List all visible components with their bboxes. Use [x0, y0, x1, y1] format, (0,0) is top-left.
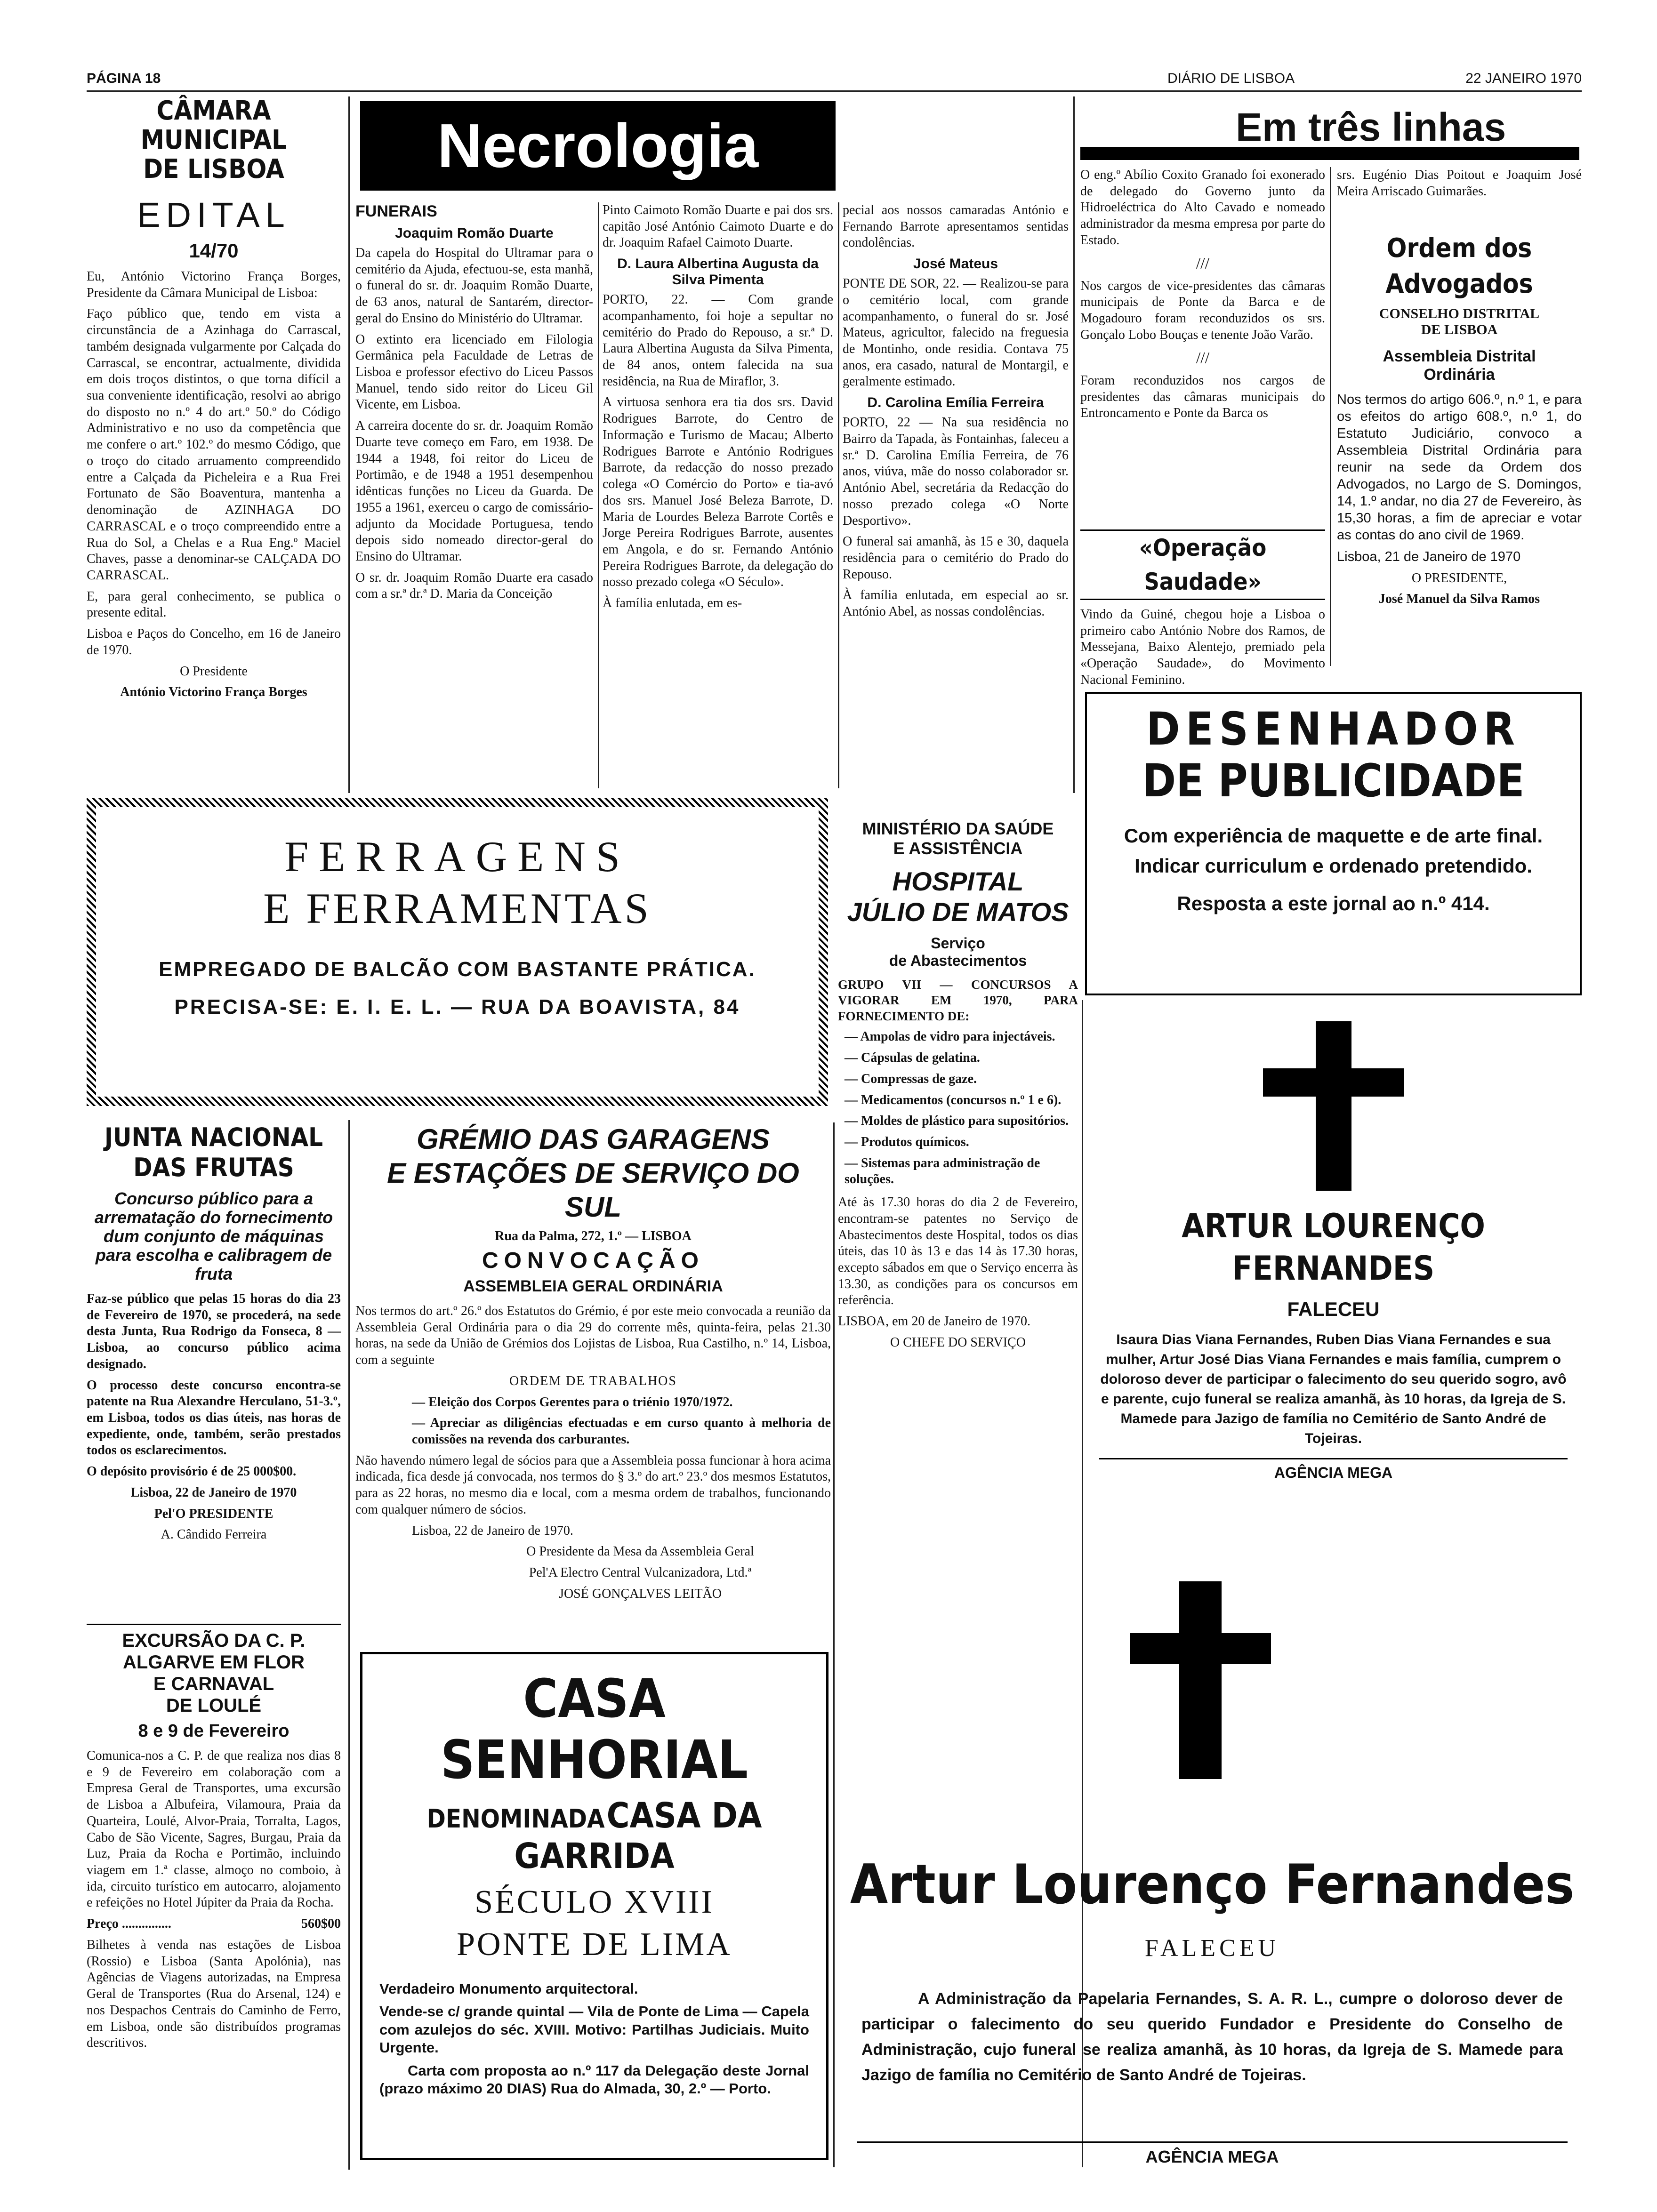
artur-text: Isaura Dias Viana Fernandes, Ruben Dias Viana Fernandes e sua mulher, Artur José Dias Viana Fernandes e mais família, cumprem o doloroso dever de participar o falecimento do seu querido sogro, avô e parente, cujo funeral se realiza amanhã, às 10 horas, da Igreja de S. Mamede para Jazigo de família no Cemitério de Santo André de Tojeiras. [1100, 1332, 1567, 1446]
gremio-title: GRÉMIO DAS GARAGENS [416, 1123, 770, 1155]
camara-sig-title: O Presidente [180, 664, 248, 679]
column-rule [348, 96, 350, 793]
cross-icon [1179, 1581, 1222, 1779]
desenhador-ad [1085, 692, 1582, 995]
camara-edital [87, 96, 341, 788]
ministerio-sub: de Abastecimentos [889, 952, 1027, 969]
advogados-title: Ordem dos Advogados [1385, 233, 1533, 299]
ministerio-item: — Ampolas de vidro para injectáveis. [845, 1029, 1055, 1044]
ferragens-line: EMPREGADO DE BALCÃO COM BASTANTE PRÁTICA. [159, 958, 756, 981]
junta-frutas [87, 1122, 341, 1612]
ministerio-item: — Sistemas para administração de soluções. [845, 1155, 1040, 1187]
cross-icon [1316, 1021, 1351, 1191]
ordem-advogados [1337, 231, 1582, 666]
obituary-name: José Mateus [913, 256, 998, 272]
junta-subtitle: Concurso público para a arrematação do fornecimento dum conjunto de máquinas para escolha e calibragem de fruta [94, 1189, 333, 1283]
camara-sig-name: António Victorino França Borges [120, 685, 307, 700]
gremio-para: Não havendo número legal de sócios para que a Assembleia possa funcionar à hora acima indicada, fica desde já convocada, nos termos do § 3.º do art.º 23.º dos mesmos Estatutos, para as 22 horas, no mesmo dia e local, com a mesma ordem de trabalhos, funcionando com qualquer número de sócios. [355, 1453, 831, 1517]
ferragens-title: FERRAGENS [284, 833, 630, 881]
necrologia-banner [360, 101, 836, 191]
casa-name: CASA DA GARRIDA [514, 1795, 762, 1876]
junta-para: Faz-se público que pelas 15 horas do dia 23 de Fevereiro de 1970, se procederá, na sede desta Junta, Rua Rodrigo da Fonseca, 8 — Lisboa, ao concurso público acima designado. [87, 1291, 341, 1371]
casa-seculo: SÉCULO XVIII [475, 1884, 714, 1920]
ministerio-para: Até às 17.30 horas do dia 2 de Fevereiro, encontram-se patentes no Serviço de Abastecimentos deste Hospital, todos os dias úteis, das 10 às 13 e das 14 às 17.30 horas, excepto sábados em que o Serviço encerra às 13.30, as condições para os concursos em referência. [838, 1195, 1078, 1308]
camara-title: CÂMARA MUNICIPAL [140, 96, 287, 155]
junta-sig: Pel'O PRESIDENTE [154, 1506, 273, 1521]
casa-para: Vende-se c/ grande quintal — Vila de Ponte de Lima — Capela com azulejos do séc. XVIII. Motivo: Partilhas Judiciais. Muito Urgente. [379, 2003, 809, 2056]
header-rule [87, 90, 1582, 92]
gremio-para: Nos termos do art.º 26.º dos Estatutos do Grémio, é por este meio convocada a reunião da Assembleia Geral Ordinária para o dia 29 do corrente mês, quinta-feira, pelas 21.30 horas, na sede da União de Grémios dos Lojistas de Lisboa, Rua Castilho, n.º 14, Lisboa, com a seguinte [355, 1304, 831, 1368]
brief-separator: /// [1196, 349, 1210, 367]
obituary-para: O extinto era licenciado em Filologia Germânica pela Faculdade de Letras de Lisboa e professor efectivo do Liceu Passos Manuel, tendo sido reitor do Liceu Gil Vicente, em Lisboa. [355, 332, 593, 412]
tres-linhas-col-1 [1080, 167, 1325, 525]
necrologia-col-3 [843, 202, 1069, 788]
excursao-date: 8 e 9 de Fevereiro [138, 1721, 290, 1741]
ministerio-item: — Moldes de plástico para supositórios. [845, 1114, 1069, 1129]
advogados-sub: DE LISBOA [1421, 322, 1498, 337]
junta-title: JUNTA NACIONAL [104, 1122, 323, 1152]
brief-para: O eng.º Abílio Coxito Granado foi exonerado de delegado do Governo junto da Hidroeléctrica do Alto Cavado e nomeado administrador da mesma empresa por parte do Estado. [1080, 168, 1325, 248]
excursao-title: DE LOULÉ [166, 1695, 262, 1716]
brief-separator: /// [1196, 254, 1210, 272]
obituary-para: Da capela do Hospital do Ultramar para o cemitério da Ajuda, efectuou-se, esta manhã, o funeral do sr. dr. Joaquim Romão Duarte, de 63 anos, natural de Santarém, director-geral do Ensino do Ministério do Ultramar. [355, 246, 593, 326]
artur-content [1085, 1205, 1582, 1481]
ministerio-sub: Serviço [931, 935, 985, 952]
brief-para: Nos cargos de vice-presidentes das câmaras municipais de Ponte da Barca e de Mogadouro foram reconduzidos os srs. Gonçalo Lobo Bouças e tenente João Varão. [1080, 278, 1325, 342]
brief-para: srs. Eugénio Dias Poitout e Joaquim José Meira Arriscado Guimarães. [1337, 168, 1582, 199]
agency-label: AGÊNCIA MEGA [1145, 2147, 1279, 2166]
casa-local: PONTE DE LIMA [457, 1926, 732, 1963]
ferragens-line: PRECISA-SE: E. I. E. L. — RUA DA BOAVISTA, 84 [174, 995, 740, 1018]
gremio-date: Lisboa, 22 de Janeiro de 1970. [412, 1523, 573, 1538]
page-number: PÁGINA 18 [87, 71, 161, 86]
ministerio-item: — Compressas de gaze. [845, 1071, 977, 1086]
tres-linhas-col-2 [1337, 167, 1582, 224]
ministerio-item: — Medicamentos (concursos n.º 1 e 6). [845, 1092, 1062, 1107]
gremio-sig: Pel'A Electro Central Vulcanizadora, Ltd.ª [529, 1565, 752, 1580]
gremio-assembleia: ASSEMBLEIA GERAL ORDINÁRIA [463, 1277, 723, 1295]
obituary-para: A virtuosa senhora era tia dos srs. David Rodrigues Barrote, do Centro de Informação e Turismo de Macau; Alberto Rodrigues Barrote e António Rodrigues Barrote, da redacção do nosso prezado colega «O Comércio do Porto» e tia-avó dos srs. Manuel José Beleza Barrote, D. Maria de Lourdes Beleza Barrote Cortês e Jorge Pereira Rodrigues Barrote, ausentes em Angola, e do sr. Fernando António Pereira Rodrigues Barrote, da delegação do nosso prezado colega «O Século». [603, 395, 833, 590]
casa-senhorial-ad [360, 1652, 828, 2160]
operacao-saudade [1080, 529, 1325, 687]
column-rule [598, 202, 599, 788]
necrologia-title: Necrologia [437, 111, 759, 180]
advogados-para: Nos termos do artigo 606.º, n.º 1, e para os efeitos do artigo 608.º, n.º 1, do Estatuto Judiciário, convoco a Assembleia Distrital Ordinária para reunir na sede da Ordem dos Advogados, no Largo de S. Domingos, 14, 1.º andar, no dia 27 de Fevereiro, às 15,30 horas, a fim de apreciar e votar as contas do ano civil de 1969. [1337, 392, 1582, 543]
funerais-heading: FUNERAIS [355, 202, 437, 220]
ministerio-sig: O CHEFE DO SERVIÇO [890, 1335, 1026, 1350]
issue-date: 22 JANEIRO 1970 [1465, 71, 1582, 86]
newspaper-name: DIÁRIO DE LISBOA [1167, 71, 1295, 86]
advogados-sig-name: José Manuel da Silva Ramos [1378, 592, 1540, 607]
cross-arm [1263, 1068, 1404, 1097]
junta-date: Lisboa, 22 de Janeiro de 1970 [130, 1485, 297, 1500]
column-rule [348, 1120, 350, 2170]
desenhador-response: Resposta a este jornal ao n.º 414. [1177, 892, 1490, 914]
obituary-name: Joaquim Romão Duarte [395, 225, 554, 241]
advogados-sub: Ordinária [1424, 366, 1495, 384]
ministerio-item: — Produtos químicos. [845, 1135, 969, 1149]
excursao-title: EXCURSÃO DA C. P. [122, 1630, 306, 1651]
necrologia-col-2 [603, 202, 833, 788]
excursao-title: E CARNAVAL [153, 1674, 274, 1694]
camara-para-2: Faço público que, tendo em vista a circunstância de a Azinhaga do Carrascal, também designada vulgarmente por Calçada do Carrascal, se encontrar, actualmente, dividida em dois troços distintos, o que torna difícil a sua conveniente identificação, resolvi ao abrigo do disposto no n.º 4 do art.º 50.º do Código Administrativo e no uso da competência que me confere o art.º 102.º do mesmo Código, que o troço do citado arruamento compreendido entre a Calçada da Picheleira e a Rua Frei Fortunato de São Boaventura, mantenha a denominação de AZINHAGA DO CARRASCAL e o troço compreendido entre a Rua do Sol, a Chelas e a Rua Eng.º Maciel Chaves, passe a denominar-se CALÇADA DO CARRASCAL. [87, 306, 341, 583]
faleceu-label: FALECEU [1287, 1298, 1380, 1320]
gremio-title: E ESTAÇÕES DE SERVIÇO DO SUL [387, 1157, 799, 1223]
column-rule [1073, 96, 1075, 793]
hospital-title: JÚLIO DE MATOS [847, 897, 1069, 927]
gremio-convocacao-heading: CONVOCAÇÃO [482, 1248, 704, 1273]
price-label: Preço ............... [87, 1916, 171, 1931]
column-rule [833, 1122, 835, 2167]
desenhador-title: DESENHADOR [1146, 703, 1520, 755]
excursao-title: ALGARVE EM FLOR [123, 1652, 305, 1673]
casa-para: Carta com proposta ao n.º 117 da Delegação deste Jornal (prazo máximo 20 DIAS) Rua do Almada, 30, 2.º — Porto. [379, 2062, 809, 2097]
casa-para: Verdadeiro Monumento arquitectoral. [379, 1980, 638, 1997]
artur-text: A Administração da Papelaria Fernandes, S. A. R. L., cumpre o doloroso dever de participar o falecimento do seu querido Fundador e Presidente do Conselho de Administração, cujo funeral se realiza amanhã, às 10 horas, da Igreja de S. Mamede para Jazigo de família no Cemitério de Santo André de Tojeiras. [861, 1990, 1563, 2084]
operacao-title: «Operação Saudade» [1080, 529, 1325, 600]
excursao-para: Bilhetes à venda nas estações de Lisboa (Rossio) e Lisboa (Santa Apolónia), nas Agências de Viagens autorizadas, na Empresa Geral de Transportes (Rua do Arsenal, 124) e nos Despachos Centrais do Caminho de Ferro, em Lisboa, onde são distribuídos programas descritivos. [87, 1937, 341, 2051]
gremio-ordem: ORDEM DE TRABALHOS [509, 1373, 677, 1388]
advogados-sub: CONSELHO DISTRITAL [1379, 306, 1540, 321]
excursao-cp [87, 1624, 341, 2170]
cross-arm [1130, 1633, 1271, 1664]
obituary-para: PORTO, 22. — Com grande acompanhamento, foi hoje a sepultar no cemitério do Prado do Repouso, a sr.ª D. Laura Albertina Augusta da Silva Pimenta, de 84 anos, ontem falecida na sua residência, na Rua de Miraflor, 3. [603, 292, 833, 389]
ministerio-grupo: GRUPO VII — CONCURSOS A VIGORAR EM 1970, PARA FORNECIMENTO DE: [838, 978, 1078, 1023]
column-rule [1330, 167, 1331, 666]
price-value: 560$00 [301, 1916, 341, 1931]
gremio-convocacao [355, 1122, 831, 1621]
tres-linhas-banner [1080, 106, 1579, 160]
camara-para-4: Lisboa e Paços do Concelho, em 16 de Janeiro de 1970. [87, 626, 341, 657]
gremio-item: — Apreciar as diligências efectuadas e em curso quanto à melhoria de comissões na revenda dos carburantes. [412, 1416, 831, 1447]
hospital-title: HOSPITAL [892, 866, 1024, 896]
brief-para: Foram reconduzidos nos cargos de presidentes das câmaras municipais do Entroncamento e Ponte da Barca os [1080, 373, 1325, 421]
obituary-para: O sr. dr. Joaquim Romão Duarte era casado com a sr.ª dr.ª D. Maria da Conceição [355, 570, 593, 601]
casa-title: CASA SENHORIAL [441, 1668, 748, 1791]
obituary-name: D. Carolina Emília Ferreira [867, 395, 1044, 411]
casa-subtitle [379, 1795, 809, 1876]
artur-name: ARTUR LOURENÇO FERNANDES [1182, 1207, 1485, 1288]
obituary-para: À família enlutada, em especial ao sr. António Abel, as nossas condolências. [843, 588, 1069, 619]
obituary-para: À família enlutada, em es- [603, 596, 742, 611]
edital-heading: EDITAL [137, 195, 290, 234]
edital-number: 14/70 [189, 240, 239, 262]
ministerio-title: MINISTÉRIO DA SAÚDE [862, 819, 1054, 838]
advogados-sig: O PRESIDENTE, [1411, 570, 1507, 585]
advogados-date: Lisboa, 21 de Janeiro de 1970 [1337, 549, 1521, 564]
artur-name: Artur Lourenço Fernandes [850, 1853, 1575, 1916]
gremio-sig: O Presidente da Mesa da Assembleia Geral [526, 1544, 754, 1559]
junta-para: O processo deste concurso encontra-se patente na Rua Alexandre Herculano, 51-3.º, em Lisboa, todos os dias úteis, nas horas de expediente, onde, também, serão prestados todos os esclarecimentos. [87, 1378, 341, 1458]
ministerio-date: LISBOA, em 20 de Janeiro de 1970. [838, 1314, 1031, 1329]
desenhador-text: Com experiência de maquette e de arte final. Indicar curriculum e ordenado pretendido. [1124, 825, 1543, 877]
column-rule [838, 202, 839, 788]
gremio-item: — Eleição dos Corpos Gerentes para o triénio 1970/1972. [412, 1395, 733, 1410]
ministerio-list [838, 1029, 1078, 1188]
ministerio-title: E ASSISTÊNCIA [893, 839, 1023, 858]
ministerio-hospital [838, 819, 1078, 1567]
obituary-para: pecial aos nossos camaradas António e Fernando Barrote apresentamos sentidas condolências. [843, 203, 1069, 250]
ministerio-item: — Cápsulas de gelatina. [845, 1050, 980, 1066]
camara-subtitle: DE LISBOA [143, 154, 284, 184]
obituary-para: PONTE DE SOR, 22. — Realizou-se para o cemitério local, com grande acompanhamento, o funeral do sr. José Mateus, agricultor, falecido na freguesia de Montinho, onde residia. Contava 75 anos, era casado, natural de Montargil, e geralmente estimado. [843, 276, 1069, 389]
operacao-para: Vindo da Guiné, chegou hoje a Lisboa o primeiro cabo António Nobre dos Ramos, de Messejana, Baixo Alentejo, premiado pela «Operação Saudade», do Movimento Nacional Feminino. [1080, 607, 1325, 687]
obituary-para: Pinto Caimoto Romão Duarte e pai dos srs. capitão José António Caimoto Duarte e do dr. Joaquim Rafael Caimoto Duarte. [603, 203, 833, 250]
tres-linhas-title: Em três linhas [1236, 105, 1506, 149]
gremio-sig: JOSÉ GONÇALVES LEITÃO [559, 1586, 722, 1601]
ferragens-title: E FERRAMENTAS [263, 884, 652, 932]
faleceu-label: FALECEU [1144, 1935, 1280, 1962]
gremio-address: Rua da Palma, 272, 1.º — LISBOA [495, 1229, 692, 1243]
desenhador-title: DE PUBLICIDADE [1142, 754, 1525, 807]
necrologia-col-1 [355, 202, 593, 788]
artur-notice-2 [843, 1572, 1582, 2170]
excursao-price [87, 1916, 341, 1932]
casa-denominada: DENOMINADA [426, 1804, 605, 1834]
artur-notice-1 [1085, 1007, 1582, 1481]
ferragens-ad [96, 807, 819, 1097]
obituary-para: A carreira docente do sr. dr. Joaquim Romão Duarte teve começo em Faro, em 1938. De 1944 a 1948, foi reitor do Liceu de Portimão, e de 1948 a 1951 desempenhou idênticas funções no Liceu da Guarda. De 1955 a 1961, exerceu o cargo de comissário-adjunto da Mocidade Portuguesa, tendo depois sido nomeado director-geral do Ensino do Ultramar. [355, 418, 593, 564]
excursao-para: Comunica-nos a C. P. de que realiza nos dias 8 e 9 de Fevereiro em colaboração com a Empresa Geral de Transportes, uma excursão de Lisboa a Albufeira, Vilamoura, Praia da Quarteira, Loulé, Alvor-Praia, Torralta, Lagos, Cabo de São Vicente, Sagres, Burgau, Praia da Luz, Praia da Rocha e Portimão, incluindo viagem em 1.ª classe, almoço no comboio, à ida, circuito turístico em autocarro, alojamento e refeições no Hotel Júpiter da Praia da Rocha. [87, 1748, 341, 1910]
obituary-para: PORTO, 22 — Na sua residência no Bairro da Tapada, às Fontainhas, faleceu a sr.ª D. Carolina Emília Ferreira, de 76 anos, viúva, mãe do nosso colaborador sr. António Abel, secretária da Redacção do nosso prezado colega «O Norte Desportivo». [843, 415, 1069, 528]
junta-sig-name: A. Cândido Ferreira [161, 1527, 267, 1542]
obituary-para: O funeral sai amanhã, às 15 e 30, daquela residência para o cemitério do Prado do Repouso. [843, 534, 1069, 582]
agency-label: AGÊNCIA MEGA [1274, 1464, 1393, 1481]
junta-para: O depósito provisório é de 25 000$00. [87, 1464, 297, 1479]
junta-title: DAS FRUTAS [133, 1153, 294, 1182]
camara-para-1: Eu, António Victorino França Borges, Presidente da Câmara Municipal de Lisboa: [87, 269, 341, 300]
obituary-name: D. Laura Albertina Augusta da Silva Pimenta [617, 256, 819, 288]
advogados-sub: Assembleia Distrital [1383, 347, 1536, 365]
camara-para-3: E, para geral conhecimento, se publica o presente edital. [87, 589, 341, 620]
